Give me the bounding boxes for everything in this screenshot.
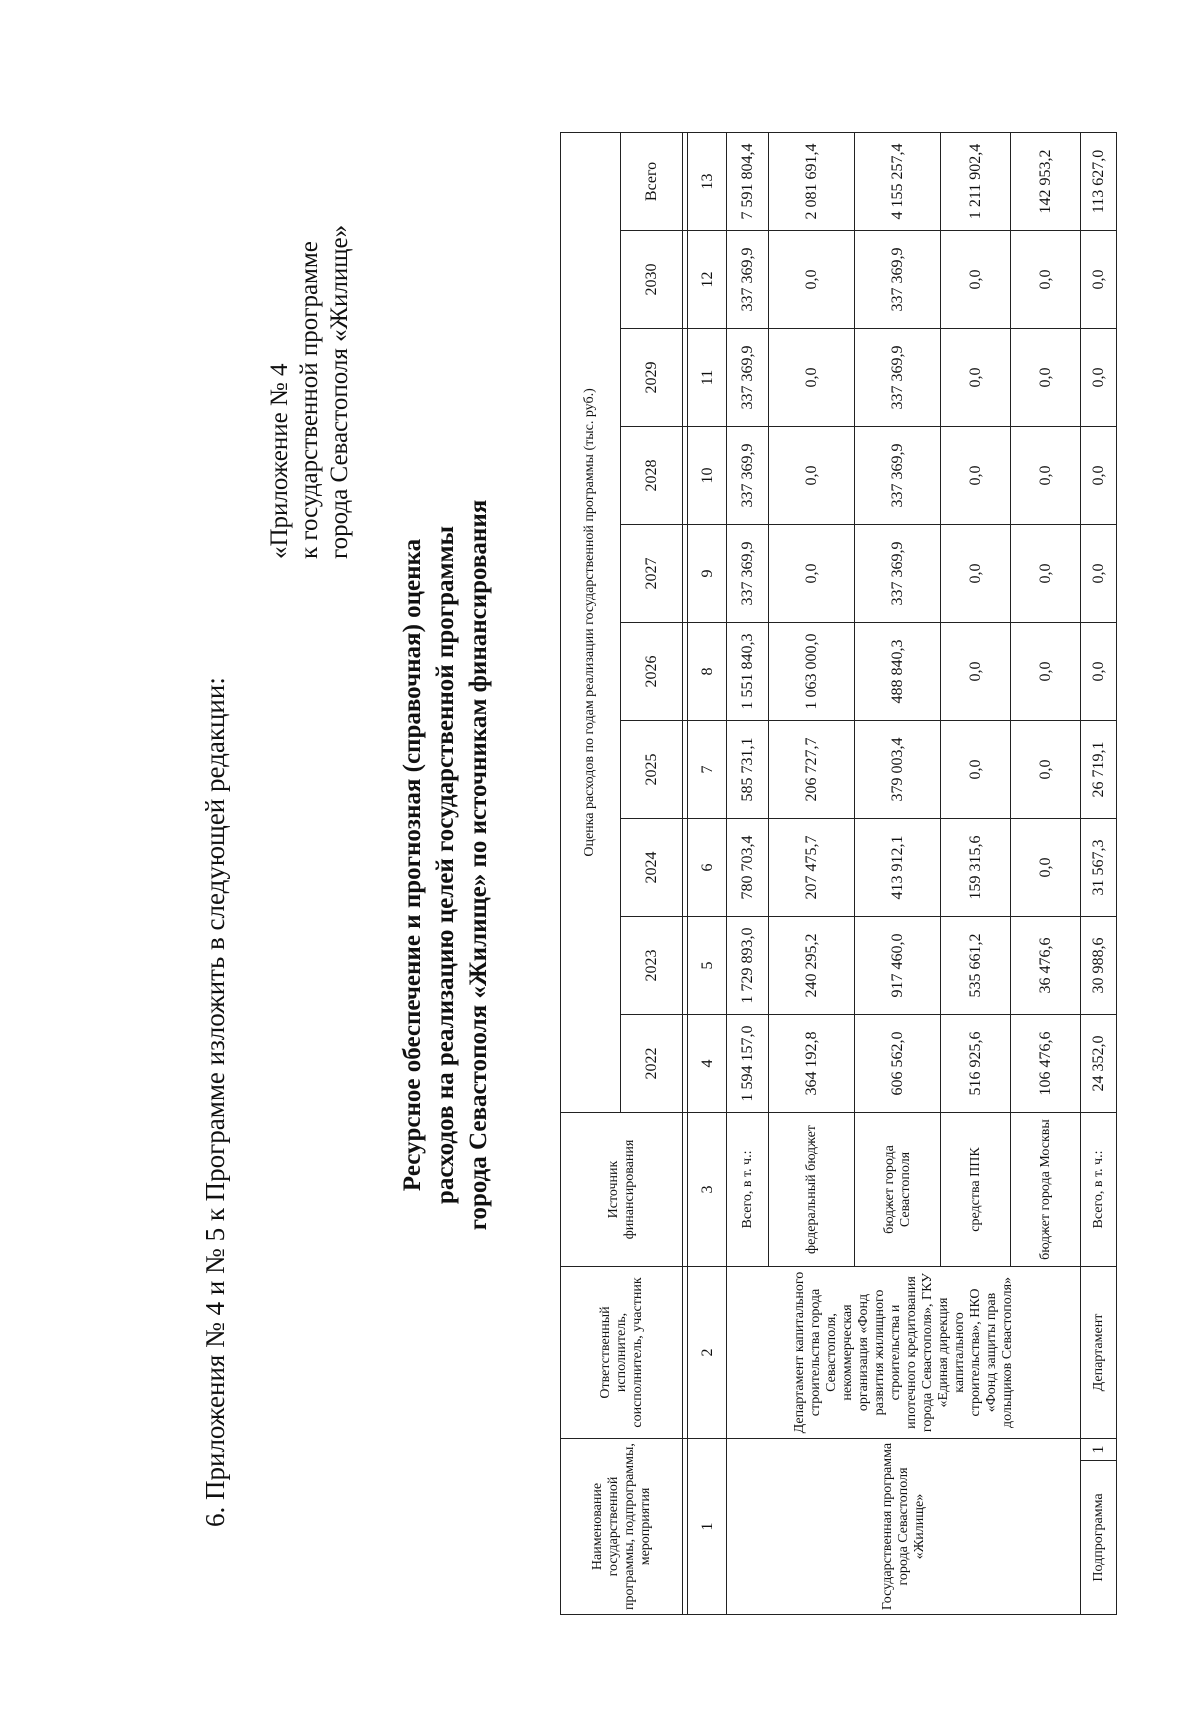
value-cell: 0,0 (941, 427, 1011, 525)
value-cell: 206 727,7 (769, 721, 855, 819)
header-program-name: Наименование государственной программы, подпрограммы, мероприятия (561, 1439, 683, 1615)
value-cell: 24 352,0 (1081, 1015, 1117, 1113)
title-line-2: расходов на реализацию целей государственной программы (432, 525, 459, 1205)
value-cell: 1 063 000,0 (769, 623, 855, 721)
value-cell: 4 155 257,4 (855, 132, 941, 230)
value-cell: 917 460,0 (855, 917, 941, 1015)
value-cell: 337 369,9 (855, 525, 941, 623)
column-number: 4 (688, 1015, 727, 1113)
value-cell: 159 315,6 (941, 819, 1011, 917)
subprogram-number-cell: 1 (1081, 1439, 1117, 1461)
header-total: Всего (620, 132, 682, 230)
value-cell: 0,0 (1081, 427, 1117, 525)
value-cell: 0,0 (941, 721, 1011, 819)
value-cell: 26 719,1 (1081, 721, 1117, 819)
value-cell: 36 476,6 (1011, 917, 1081, 1015)
header-year-2026: 2026 (620, 623, 682, 721)
value-cell: 488 840,3 (855, 623, 941, 721)
value-cell: 1 551 840,3 (727, 623, 769, 721)
program-name-cell: Государственная программа города Севастополя «Жилище» (727, 1439, 1081, 1615)
value-cell: 0,0 (1081, 623, 1117, 721)
value-cell: 337 369,9 (855, 231, 941, 329)
column-number: 2 (688, 1267, 727, 1439)
value-cell: 0,0 (769, 231, 855, 329)
value-cell: 585 731,1 (727, 721, 769, 819)
appendix-reference (265, 225, 355, 559)
value-cell: 516 925,6 (941, 1015, 1011, 1113)
value-cell: 0,0 (1081, 329, 1117, 427)
source-cell: федеральный бюджет (769, 1113, 855, 1267)
value-cell: 0,0 (769, 329, 855, 427)
header-year-2022: 2022 (620, 1015, 682, 1113)
value-cell: 535 661,2 (941, 917, 1011, 1015)
value-cell: 1 729 893,0 (727, 917, 769, 1015)
column-number: 1 (688, 1439, 727, 1615)
appendix-line-2: к государственной программе (296, 241, 323, 559)
value-cell: 364 192,8 (769, 1015, 855, 1113)
value-cell: 30 988,6 (1081, 917, 1117, 1015)
header-group: Оценка расходов по годам реализации государственной программы (тыс. руб.) (561, 132, 621, 1112)
value-cell: 0,0 (941, 329, 1011, 427)
value-cell: 0,0 (1081, 525, 1117, 623)
value-cell: 2 081 691,4 (769, 132, 855, 230)
column-numbers-row (688, 132, 727, 1614)
source-cell: средства ППК (941, 1113, 1011, 1267)
value-cell: 379 003,4 (855, 721, 941, 819)
table-row-total (727, 132, 769, 1614)
column-number: 6 (688, 819, 727, 917)
source-cell: бюджет города Севастополя (855, 1113, 941, 1267)
value-cell: 1 211 902,4 (941, 132, 1011, 230)
value-cell: 337 369,9 (855, 329, 941, 427)
source-cell: бюджет города Москвы (1011, 1113, 1081, 1267)
value-cell: 337 369,9 (727, 427, 769, 525)
column-number: 3 (688, 1113, 727, 1267)
header-year-2030: 2030 (620, 231, 682, 329)
value-cell: 337 369,9 (727, 525, 769, 623)
value-cell: 113 627,0 (1081, 132, 1117, 230)
intro-text: 6. Приложения № 4 и № 5 к Программе изложить в следующей редакции: (200, 677, 230, 1527)
column-number: 13 (688, 132, 727, 230)
value-cell: 337 369,9 (855, 427, 941, 525)
value-cell: 0,0 (769, 525, 855, 623)
value-cell: 606 562,0 (855, 1015, 941, 1113)
value-cell: 106 476,6 (1011, 1015, 1081, 1113)
appendix-line-3: города Севастополя «Жилище» (326, 224, 353, 559)
value-cell: 0,0 (941, 623, 1011, 721)
column-number: 11 (688, 329, 727, 427)
value-cell: 240 295,2 (769, 917, 855, 1015)
executors-cell: Департамент капитального строительства города Севастополя, некоммерческая организация «Фонд развития жилищного строительства и ипотечного кредитования города Севастополя», ГКУ «Единая дирекция капитального строительства», НКО «Фонд защиты прав дольщиков Севастополя» (727, 1267, 1081, 1439)
value-cell: 337 369,9 (727, 329, 769, 427)
value-cell: 0,0 (1011, 231, 1081, 329)
title-line-3: города Севастополя «Жилище» по источникам финансирования (465, 499, 492, 1231)
value-cell: 0,0 (1011, 623, 1081, 721)
column-number: 10 (688, 427, 727, 525)
column-number: 12 (688, 231, 727, 329)
header-year-2029: 2029 (620, 329, 682, 427)
value-cell: 0,0 (1081, 231, 1117, 329)
column-number: 9 (688, 525, 727, 623)
value-cell: 0,0 (941, 525, 1011, 623)
source-cell: Всего, в т. ч.: (1081, 1113, 1117, 1267)
column-number: 8 (688, 623, 727, 721)
value-cell: 780 703,4 (727, 819, 769, 917)
title-line-1: Ресурсное обеспечение и прогнозная (справочная) оценка (399, 538, 426, 1192)
header-year-2023: 2023 (620, 917, 682, 1015)
header-source: Источник финансирования (561, 1113, 683, 1267)
column-number: 5 (688, 917, 727, 1015)
header-executor: Ответственный исполнитель, соисполнитель, участник (561, 1267, 683, 1439)
value-cell: 0,0 (1011, 721, 1081, 819)
value-cell: 0,0 (1011, 819, 1081, 917)
header-year-2024: 2024 (620, 819, 682, 917)
document-title (396, 315, 495, 1415)
value-cell: 0,0 (769, 427, 855, 525)
header-year-2028: 2028 (620, 427, 682, 525)
funding-table (560, 132, 1117, 1615)
value-cell: 207 475,7 (769, 819, 855, 917)
value-cell: 0,0 (941, 231, 1011, 329)
subprogram-executor-cell: Департамент (1081, 1267, 1117, 1439)
column-number: 7 (688, 721, 727, 819)
value-cell: 337 369,9 (727, 231, 769, 329)
value-cell: 0,0 (1011, 427, 1081, 525)
value-cell: 142 953,2 (1011, 132, 1081, 230)
table-row-subprogram (1081, 132, 1117, 1614)
header-year-2025: 2025 (620, 721, 682, 819)
value-cell: 0,0 (1011, 329, 1081, 427)
value-cell: 1 594 157,0 (727, 1015, 769, 1113)
value-cell: 31 567,3 (1081, 819, 1117, 917)
source-cell: Всего, в т. ч.: (727, 1113, 769, 1267)
value-cell: 7 591 804,4 (727, 132, 769, 230)
value-cell: 0,0 (1011, 525, 1081, 623)
appendix-line-1: «Приложение № 4 (266, 363, 293, 559)
subprogram-name-cell: Подпрограмма (1081, 1461, 1117, 1615)
header-row-1 (561, 132, 621, 1614)
value-cell: 413 912,1 (855, 819, 941, 917)
header-year-2027: 2027 (620, 525, 682, 623)
